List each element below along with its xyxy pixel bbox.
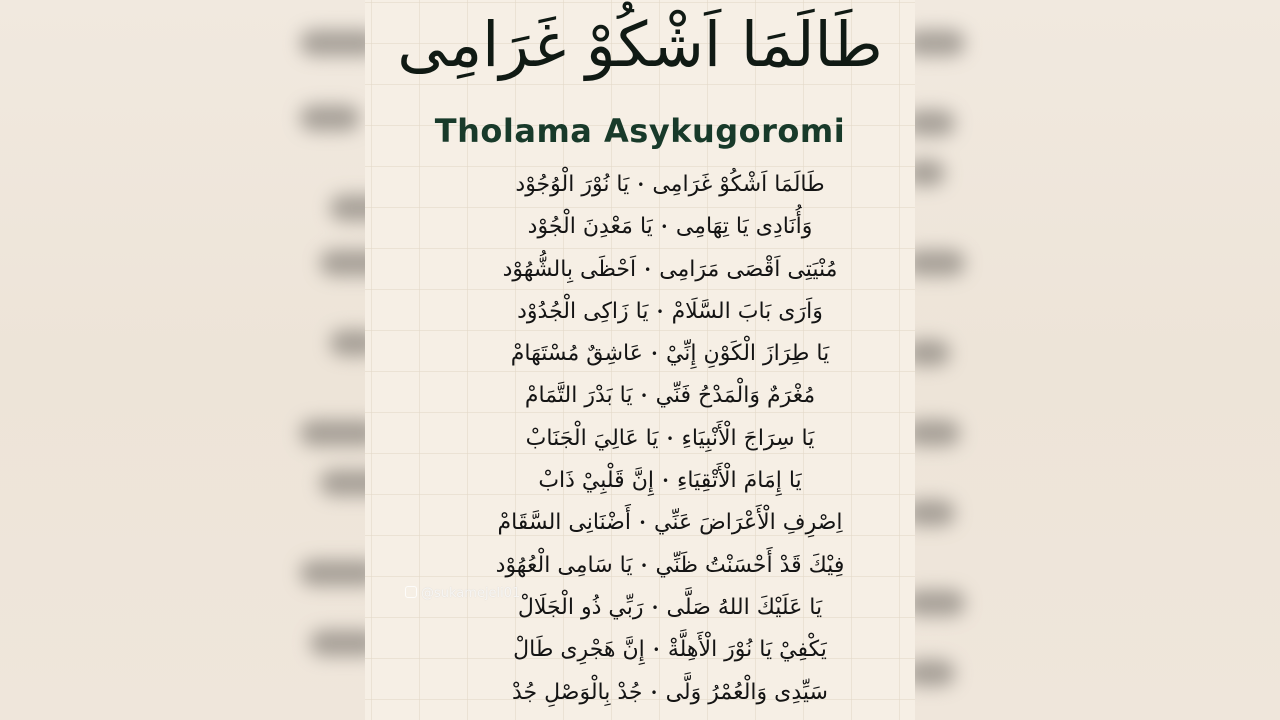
verse-separator: • [638, 516, 647, 531]
verse-separator: • [666, 431, 674, 446]
verse-line [460, 333, 880, 375]
verse-separator: • [644, 262, 652, 277]
verse-line [460, 460, 880, 502]
verse-first-half: يَا إِمَامَ الْأَتْقِيَاءِ [677, 468, 802, 494]
verse-first-half: يَا طِرَازَ الْكَوْنِ إِنِّيْ [665, 341, 830, 367]
title-arabic: طَالَمَا اَشْكُوْ غَرَامِى [397, 8, 883, 81]
verse-first-half: يَكْفِيْ يَا نُوْرَ الْأَهِلَّةْ [667, 637, 827, 663]
verse-first-half: وَاَرَى بَابَ السَّلَامْ [671, 298, 823, 324]
verse-line [460, 418, 880, 460]
verse-separator: • [640, 558, 648, 573]
verse-first-half: طَالَمَا اَشْكُوْ غَرَامِى [652, 172, 825, 197]
verse-second-half: يَا بَدْرَ التَّمَامْ [524, 383, 633, 409]
verse-line [460, 672, 880, 714]
watermark-text: @sukamejeli01 [421, 586, 521, 601]
verse-second-half: إِنَّ قَلْبِيْ ذَابْ [538, 468, 654, 494]
verse-separator: • [661, 474, 670, 489]
verse-line [460, 206, 880, 248]
verse-separator: • [656, 304, 664, 319]
verse-second-half: يَا نُوْرَ الْوُجُوْد [515, 172, 630, 197]
verse-separator: • [650, 685, 658, 700]
verse-line [460, 587, 880, 629]
verse-first-half: يَا سِرَاجَ الْأَنْبِيَاءِ [681, 425, 815, 451]
watermark [405, 586, 520, 601]
verse-first-half: فِيْكَ قَدْ أَحْسَنْتُ ظَنِّي [655, 552, 845, 578]
verse-separator: • [660, 220, 668, 235]
verse-line [460, 502, 880, 544]
verse-second-half: يَا زَاكِى الْجُدُوْد [517, 298, 649, 324]
title-latin: Tholama Asykugoromi [434, 112, 846, 150]
verse-line [460, 629, 880, 671]
verse-list [460, 164, 880, 714]
verse-line [460, 375, 880, 417]
verse-first-half: وَأُنَادِى يَا تِهَامِى [675, 214, 813, 240]
blurred-background-left [0, 0, 365, 720]
verse-second-half: رَبِّي ذُو الْجَلَالْ [517, 594, 644, 620]
verse-first-half: اِصْرِفِ الْأَعْرَاضَ عَنِّي [654, 510, 843, 536]
verse-separator: • [637, 178, 645, 192]
tiktok-icon [405, 586, 417, 598]
verse-line [460, 291, 880, 333]
verse-second-half: أَضْنَانِى السَّقَامْ [497, 510, 631, 536]
verse-first-half: مُغْرَمٌ وَالْمَدْحُ فَنِّي [655, 383, 816, 409]
verse-line [460, 545, 880, 587]
verse-first-half: يَا عَلَيْكَ اللهُ صَلَّى [666, 594, 823, 620]
verse-line [460, 249, 880, 291]
verse-separator: • [640, 389, 648, 404]
verse-separator: • [650, 347, 658, 362]
verse-second-half: إِنَّ هَجْرِى طَالْ [513, 637, 645, 663]
verse-second-half: يَا سَامِى الْعُهُوْد [495, 552, 633, 578]
verse-first-half: مُنْيَتِى اَقْصَى مَرَامِى [659, 256, 838, 282]
verse-second-half: يَا عَالِيَ الْجَنَابْ [525, 425, 659, 451]
blurred-text-left [0, 0, 365, 720]
verse-second-half: جُدْ بِالْوَصْلِ جُدْ [511, 679, 643, 705]
verse-separator: • [651, 600, 659, 615]
lyrics-card [365, 0, 915, 720]
verse-second-half: اَحْظَى بِالشُّهُوْد [502, 256, 637, 282]
verse-second-half: يَا مَعْدِنَ الْجُوْد [527, 214, 653, 240]
verse-line [460, 164, 880, 206]
blurred-text-right [915, 0, 1280, 720]
verse-second-half: عَاشِقٌ مُسْتَهَامْ [510, 341, 643, 367]
verse-first-half: سَيِّدِى وَالْعُمْرُ وَلَّى [665, 679, 828, 705]
blurred-background-right [915, 0, 1280, 720]
verse-separator: • [652, 643, 660, 658]
